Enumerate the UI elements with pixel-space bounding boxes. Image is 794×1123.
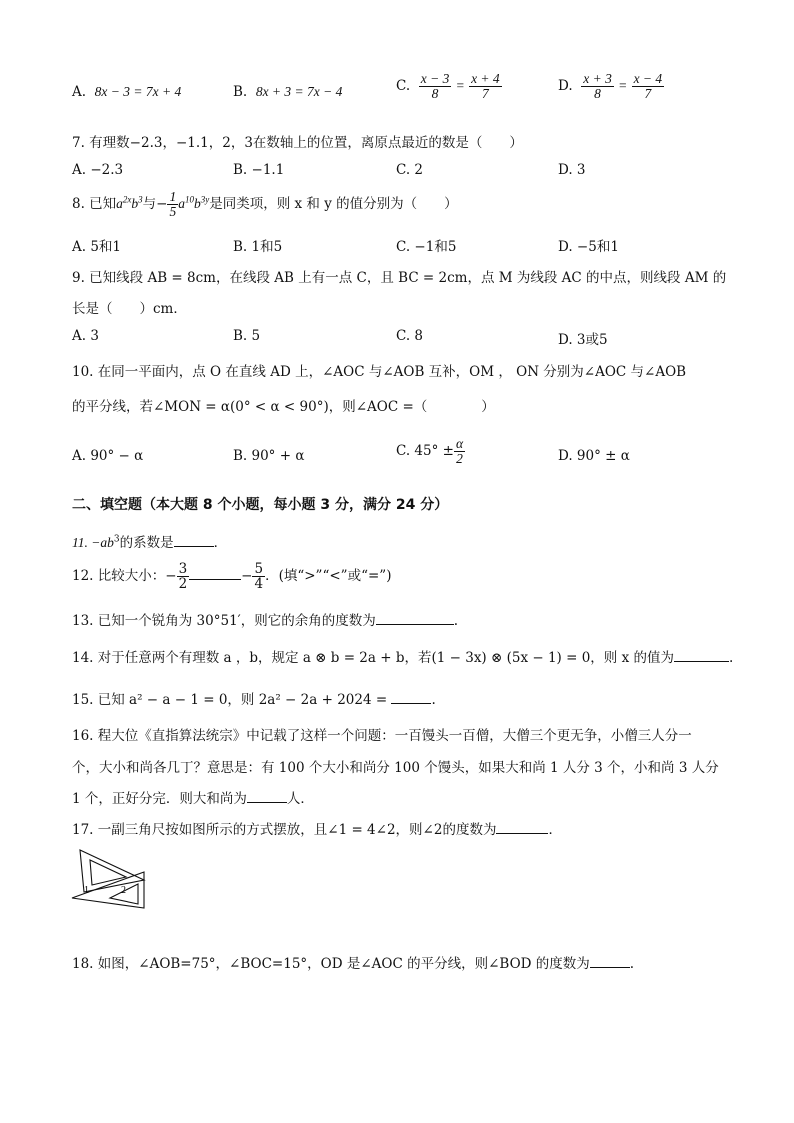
answer-blank[interactable]: [376, 611, 454, 626]
section-heading: 二、填空题（本大题 8 个小题，每小题 3 分，满分 24 分）: [72, 497, 449, 513]
q10-line1: 10. 在同一平面内，点 O 在直线 AD 上，∠AOC 与∠AOB 互补，OM ， ON 分别为∠AOC 与∠AOB: [72, 364, 687, 380]
q8-option-d: D. −5和1: [558, 239, 619, 255]
q9-option-b: B. 5: [233, 328, 261, 344]
q17: 17. 一副三角尺按如图所示的方式摆放，且∠1 = 4∠2，则∠2的度数为 ．: [72, 818, 562, 838]
q11: 11. $-ab^3$的系数是 ．: [72, 534, 228, 551]
set-square-figure: [70, 846, 150, 912]
answer-blank[interactable]: [174, 533, 214, 548]
q9-line2: 长是（ ）cm．: [72, 301, 187, 317]
triangle-upper-inner: [90, 860, 126, 885]
q15: 15. 已知 a² − a − 1 = 0，则 2a² − 2a + 2024 = .: [72, 688, 436, 708]
q16-line2: 个，大小和尚各几丁？意思是：有 100 个大小和尚分 100 个馒头，如果大和尚 1 人分 3 个，小和尚 3 人分: [72, 760, 719, 776]
q8-option-c: C. −1和5: [396, 239, 457, 255]
answer-blank[interactable]: [674, 648, 729, 663]
q7-stem: 7. 有理数−2.3，−1.1，2，3在数轴上的位置，离原点最近的数是（ ）: [72, 135, 523, 151]
q7-option-b: B. −1.1: [233, 162, 285, 178]
q10-option-c: C. 45° ± $\frac{\alpha}{2}$: [396, 436, 464, 467]
q10-line2: 的平分线，若∠MON = α(0° < α < 90°)，则∠AOC =（ ）: [72, 399, 495, 415]
q8-stem: 8. 已知$a^{2x}b^3$与− $\frac{1}{5}$ $a^{10}b^{3y}$是同类项，则 x 和 y 的值分别为（ ）: [72, 189, 458, 220]
q6-option-b: B. 8x + 3 = 7x − 4: [233, 84, 343, 100]
answer-blank[interactable]: [247, 789, 287, 804]
angle-2-label: 2: [121, 885, 126, 896]
q9-option-c: C. 8: [396, 328, 424, 344]
q8-option-a: A. 5和1: [72, 239, 122, 255]
q7-option-c: C. 2: [396, 162, 424, 178]
answer-blank[interactable]: [189, 566, 241, 581]
answer-blank[interactable]: [590, 954, 630, 969]
answer-blank[interactable]: [496, 820, 548, 835]
q9-option-d: D. 3或5: [558, 332, 608, 348]
q16-line1: 16. 程大位《直指算法统宗》中记载了这样一个问题：一百馒头一百僧，大僧三个更无争，小僧三人分一: [72, 728, 692, 744]
q10-option-d: D. 90° ± α: [558, 448, 630, 464]
q7-option-a: A. −2.3: [72, 162, 124, 178]
q7-option-d: D. 3: [558, 162, 586, 178]
answer-blank[interactable]: [391, 690, 431, 705]
q10-option-a: A. 90° − α: [72, 448, 144, 464]
q9-line1: 9. 已知线段 AB = 8cm，在线段 AB 上有一点 C，且 BC = 2cm，点 M 为线段 AC 的中点，则线段 AM 的: [72, 270, 727, 286]
q6-option-a: A. 8x − 3 = 7x + 4: [72, 84, 182, 100]
q18: 18. 如图，∠AOB=75°，∠BOC=15°，OD 是∠AOC 的平分线，则∠BOD 的度数为 .: [72, 952, 634, 972]
q6-option-c: C. $\frac{x - 3}{8}$ = $\frac{x + 4}{7}$: [396, 71, 500, 102]
angle-1-label: 1: [84, 885, 89, 896]
q8-option-b: B. 1和5: [233, 239, 283, 255]
q16-line3: 1 个，正好分完．则大和尚为 人．: [72, 787, 314, 807]
q12: 12. 比较大小：− $\frac{3}{2}$ − $\frac{5}{4}$ ．(填“>”“<”或“=”): [72, 561, 392, 593]
q14: 14. 对于任意两个有理数 a ，b，规定 a ⊗ b = 2a + b，若(1 − 3x) ⊗ (5x − 1) = 0，则 x 的值为 .: [72, 646, 733, 666]
q13: 13. 已知一个锐角为 30°51′，则它的余角的度数为 .: [72, 609, 458, 629]
q9-option-a: A. 3: [72, 328, 99, 344]
q6-option-d: D. $\frac{x + 3}{8}$ = $\frac{x - 4}{7}$: [558, 71, 663, 102]
q10-option-b: B. 90° + α: [233, 448, 305, 464]
